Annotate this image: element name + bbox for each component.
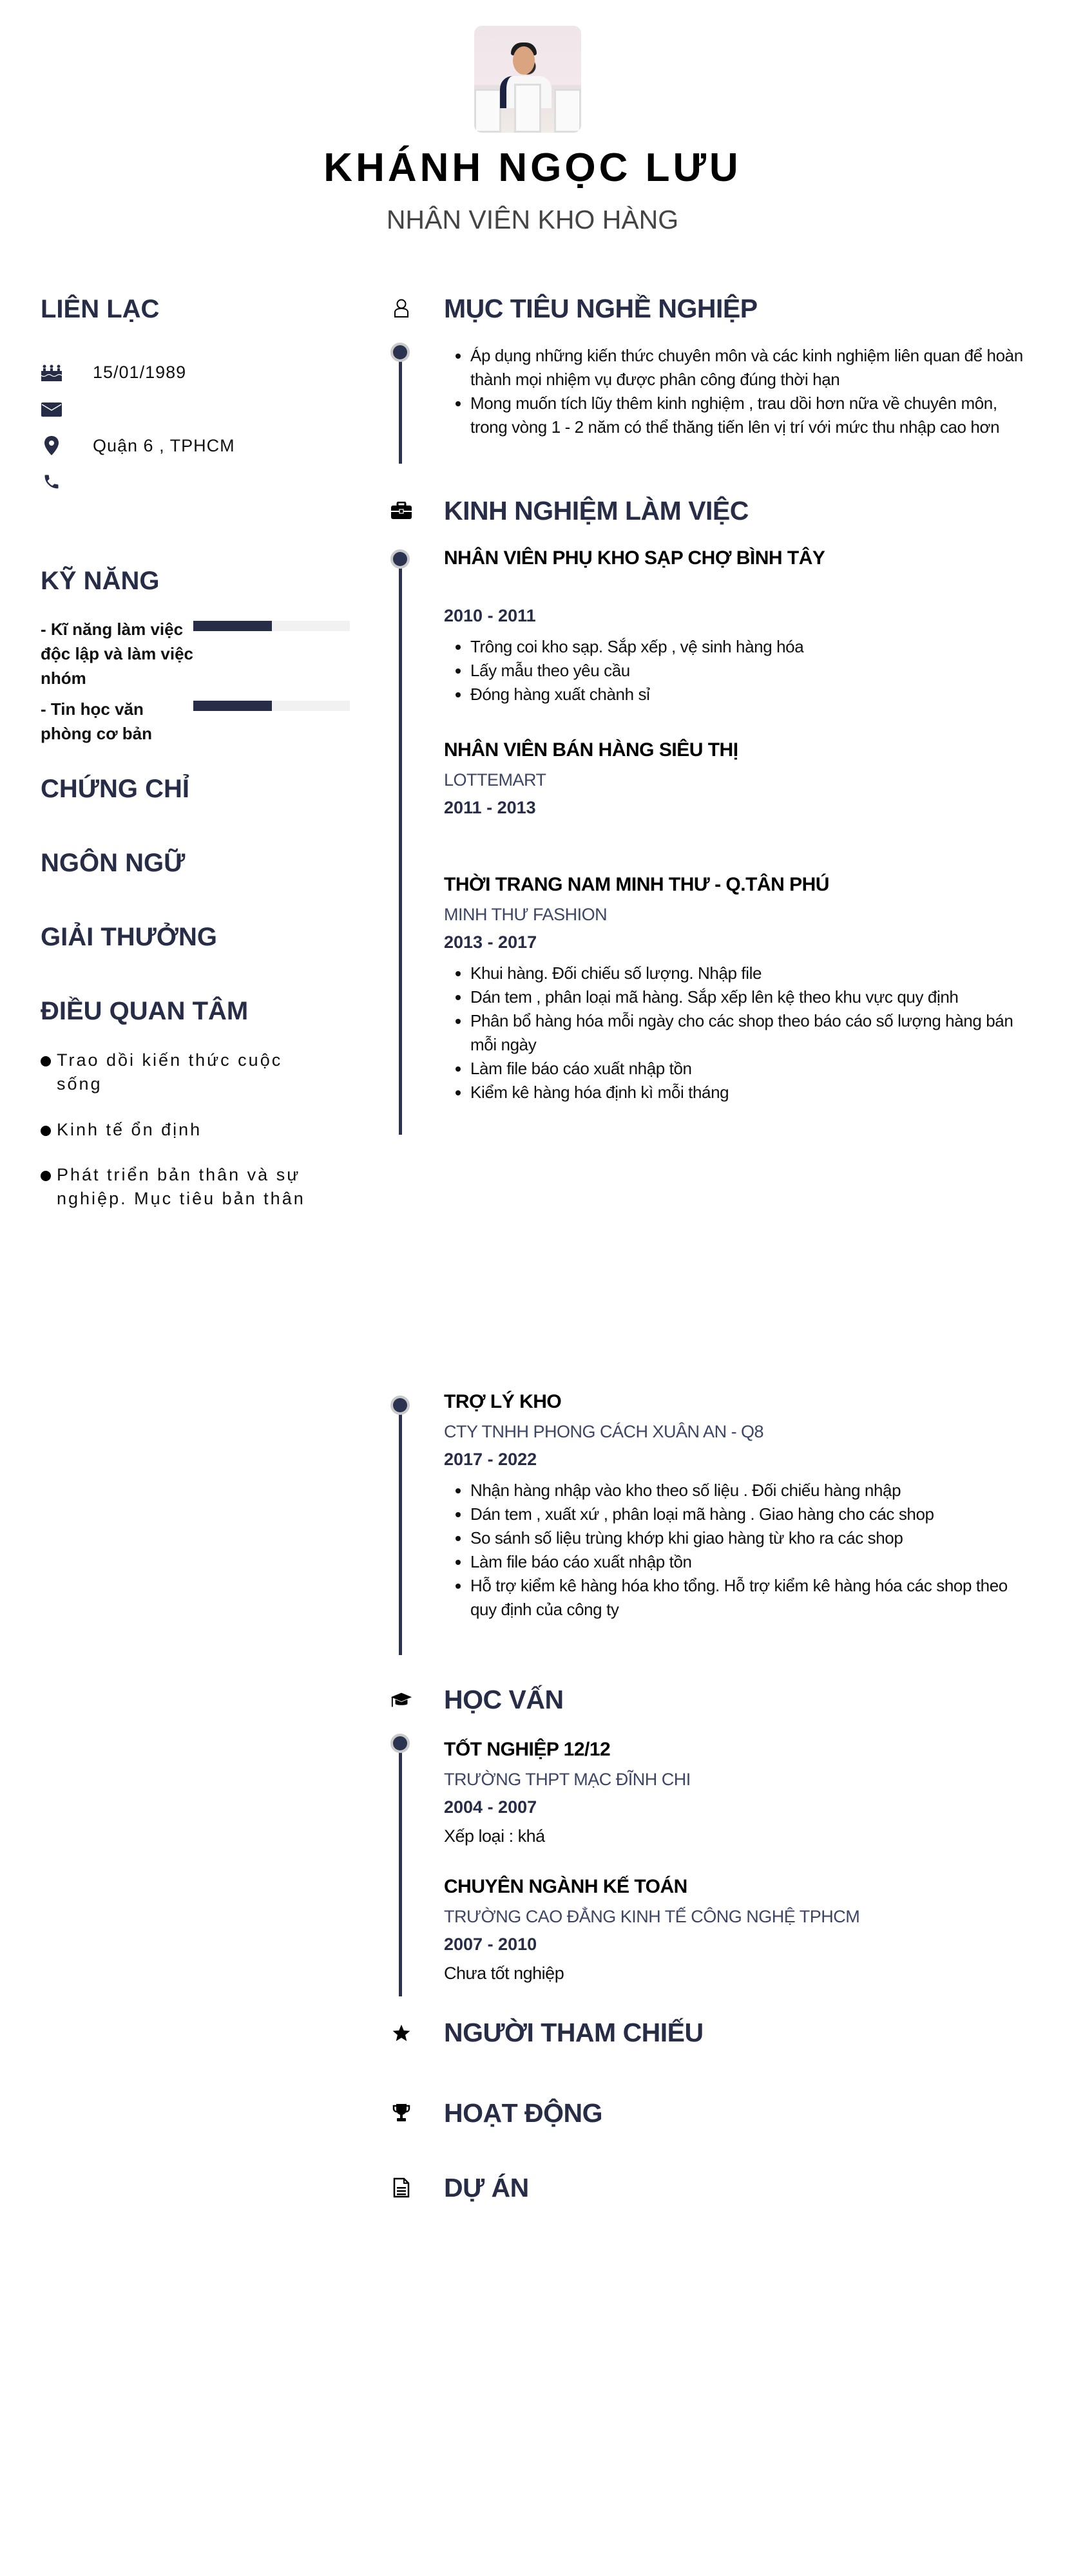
timeline-dot	[393, 345, 407, 359]
education-dates: 2007 - 2010	[444, 1935, 537, 1954]
certificates-heading: CHỨNG CHỈ	[41, 775, 189, 803]
bullet-icon	[41, 1056, 51, 1066]
job-title: TRỢ LÝ KHO	[444, 1391, 562, 1412]
job-entry	[444, 547, 1024, 706]
briefcase-icon	[390, 500, 412, 522]
projects-heading: DỰ ÁN	[444, 2173, 529, 2202]
timeline-dot	[393, 552, 407, 566]
job-bullet: • Nhận hàng nhập vào kho theo số liệu . Đối chiếu hàng nhập	[470, 1479, 1024, 1502]
contact-email	[41, 397, 62, 422]
timeline-dot	[393, 1736, 407, 1750]
objective-bullet: • Mong muốn tích lũy thêm kinh nghiệm , trau dồi hơn nữa về chuyên môn, trong vòng 1 - 2 năm có thể thăng tiến lên vị trí với mức thu nhập cao hơn	[470, 392, 1024, 439]
job-company: CTY TNHH PHONG CÁCH XUÂN AN - Q8	[444, 1422, 764, 1441]
objective-content	[444, 335, 1024, 439]
interest-text: Phát triển bản thân và sự nghiệp. Mục tiêu bản thân	[57, 1165, 305, 1208]
skill-item	[41, 697, 350, 746]
education-school: TRƯỜNG THPT MẠC ĐĨNH CHI	[444, 1770, 691, 1789]
interest-text: Trao dồi kiến thức cuộc sống	[57, 1050, 283, 1094]
candidate-name: KHÁNH NGỌC LƯU	[323, 146, 742, 190]
activities-heading: HOẠT ĐỘNG	[444, 2098, 603, 2128]
job-dates: 2013 - 2017	[444, 933, 537, 952]
objective-heading: MỤC TIÊU NGHỀ NGHIỆP	[444, 294, 758, 323]
timeline-line	[399, 558, 402, 1135]
languages-heading: NGÔN NGỮ	[41, 849, 186, 877]
job-dates: 2010 - 2011	[444, 606, 536, 625]
education-note: Xếp loại : khá	[444, 1826, 545, 1846]
job-title: NHÂN VIÊN PHỤ KHO SẠP CHỢ BÌNH TÂY	[444, 547, 825, 569]
job-dates: 2011 - 2013	[444, 798, 536, 817]
awards-heading: GIẢI THƯỞNG	[41, 923, 217, 951]
envelope-icon	[41, 399, 62, 421]
job-company	[444, 578, 1024, 598]
job-company: LOTTEMART	[444, 770, 546, 790]
bullet-icon	[41, 1171, 51, 1181]
education-dates: 2004 - 2007	[444, 1797, 537, 1817]
job-bullet: • Trông coi kho sạp. Sắp xếp , vệ sinh hàng hóa	[470, 635, 1024, 659]
trophy-icon	[390, 2102, 412, 2124]
job-entry	[444, 739, 1024, 818]
job-bullet: • Đóng hàng xuất chành sỉ	[470, 683, 1024, 706]
skill-item	[41, 617, 350, 690]
map-marker-icon	[41, 435, 62, 457]
job-bullet: • Khui hàng. Đối chiếu số lượng. Nhập file	[470, 961, 1024, 985]
job-bullet: • Lấy mẫu theo yêu cầu	[470, 659, 1024, 683]
contact-heading: LIÊN LẠC	[41, 295, 160, 323]
job-bullet: • Hỗ trợ kiểm kê hàng hóa kho tổng. Hỗ trợ kiểm kê hàng hóa các shop theo quy định của công ty	[470, 1574, 1024, 1622]
address-text: Quận 6 , TPHCM	[93, 435, 235, 455]
references-heading: NGƯỜI THAM CHIẾU	[444, 2018, 704, 2047]
experience-heading: KINH NGHIỆM LÀM VIỆC	[444, 496, 749, 526]
education-note: Chưa tốt nghiệp	[444, 1964, 564, 1983]
birthday-cake-icon	[41, 361, 62, 383]
interest-text: Kinh tế ổn định	[57, 1120, 202, 1139]
education-title: TỐT NGHIỆP 12/12	[444, 1739, 611, 1760]
education-school: TRƯỜNG CAO ĐẲNG KINH TẾ CÔNG NGHỆ TPHCM	[444, 1907, 860, 1926]
skill-label: - Kĩ năng làm việc độc lập và làm việc nhóm	[41, 620, 194, 688]
job-bullet: • Dán tem , xuất xứ , phân loại mã hàng . Giao hàng cho các shop	[470, 1502, 1024, 1526]
job-dates: 2017 - 2022	[444, 1450, 537, 1469]
job-title: THỜI TRANG NAM MINH THƯ - Q.TÂN PHÚ	[444, 874, 829, 895]
timeline-dot	[393, 1398, 407, 1412]
job-bullet: • Phân bổ hàng hóa mỗi ngày cho các shop theo báo cáo số lượng hàng bán mỗi ngày	[470, 1009, 1024, 1057]
contact-birthday	[41, 359, 187, 385]
job-company: MINH THƯ FASHION	[444, 905, 608, 924]
skill-level-bar	[193, 621, 350, 631]
graduation-cap-icon	[390, 1689, 412, 1711]
job-entry	[444, 874, 1024, 1104]
education-title: CHUYÊN NGÀNH KẾ TOÁN	[444, 1876, 687, 1897]
bullet-icon	[41, 1126, 51, 1136]
avatar-photo	[474, 26, 581, 133]
objective-bullet: • Áp dụng những kiến thức chuyên môn và các kinh nghiệm liên quan để hoàn thành mọi nhiệm vụ được phân công đúng thời hạn	[470, 344, 1024, 392]
education-entry	[444, 1876, 1024, 1984]
document-icon	[390, 2177, 412, 2199]
job-bullet: • Dán tem , phân loại mã hàng. Sắp xếp lên kệ theo khu vực quy định	[470, 985, 1024, 1009]
skill-level-fill	[193, 701, 272, 711]
interest-item	[41, 1163, 327, 1211]
skill-level-fill	[193, 621, 272, 631]
interest-item	[41, 1118, 327, 1142]
user-icon	[390, 298, 412, 319]
star-icon	[390, 2022, 412, 2044]
education-heading: HỌC VẤN	[444, 1685, 564, 1714]
candidate-job-title: NHÂN VIÊN KHO HÀNG	[386, 205, 679, 234]
job-bullet: • Làm file báo cáo xuất nhập tồn	[470, 1550, 1024, 1574]
skill-level-bar	[193, 701, 350, 711]
job-entry	[444, 1391, 1024, 1622]
skill-label: - Tin học văn phòng cơ bản	[41, 699, 153, 743]
skills-heading: KỸ NĂNG	[41, 567, 160, 595]
phone-icon	[41, 471, 62, 493]
timeline-line	[399, 351, 402, 464]
job-title: NHÂN VIÊN BÁN HÀNG SIÊU THỊ	[444, 739, 738, 761]
interest-item	[41, 1048, 327, 1096]
job-bullet: • So sánh số liệu trùng khớp khi giao hàng từ kho ra các shop	[470, 1526, 1024, 1550]
contact-phone	[41, 469, 62, 495]
timeline-line	[399, 1742, 402, 1996]
job-bullet: • Làm file báo cáo xuất nhập tồn	[470, 1057, 1024, 1081]
timeline-line	[399, 1404, 402, 1655]
interests-heading: ĐIỀU QUAN TÂM	[41, 997, 249, 1025]
contact-address	[41, 433, 235, 459]
birthday-text: 15/01/1989	[93, 362, 187, 382]
job-bullet: • Kiểm kê hàng hóa định kì mỗi tháng	[470, 1081, 1024, 1104]
education-entry	[444, 1739, 1024, 1846]
